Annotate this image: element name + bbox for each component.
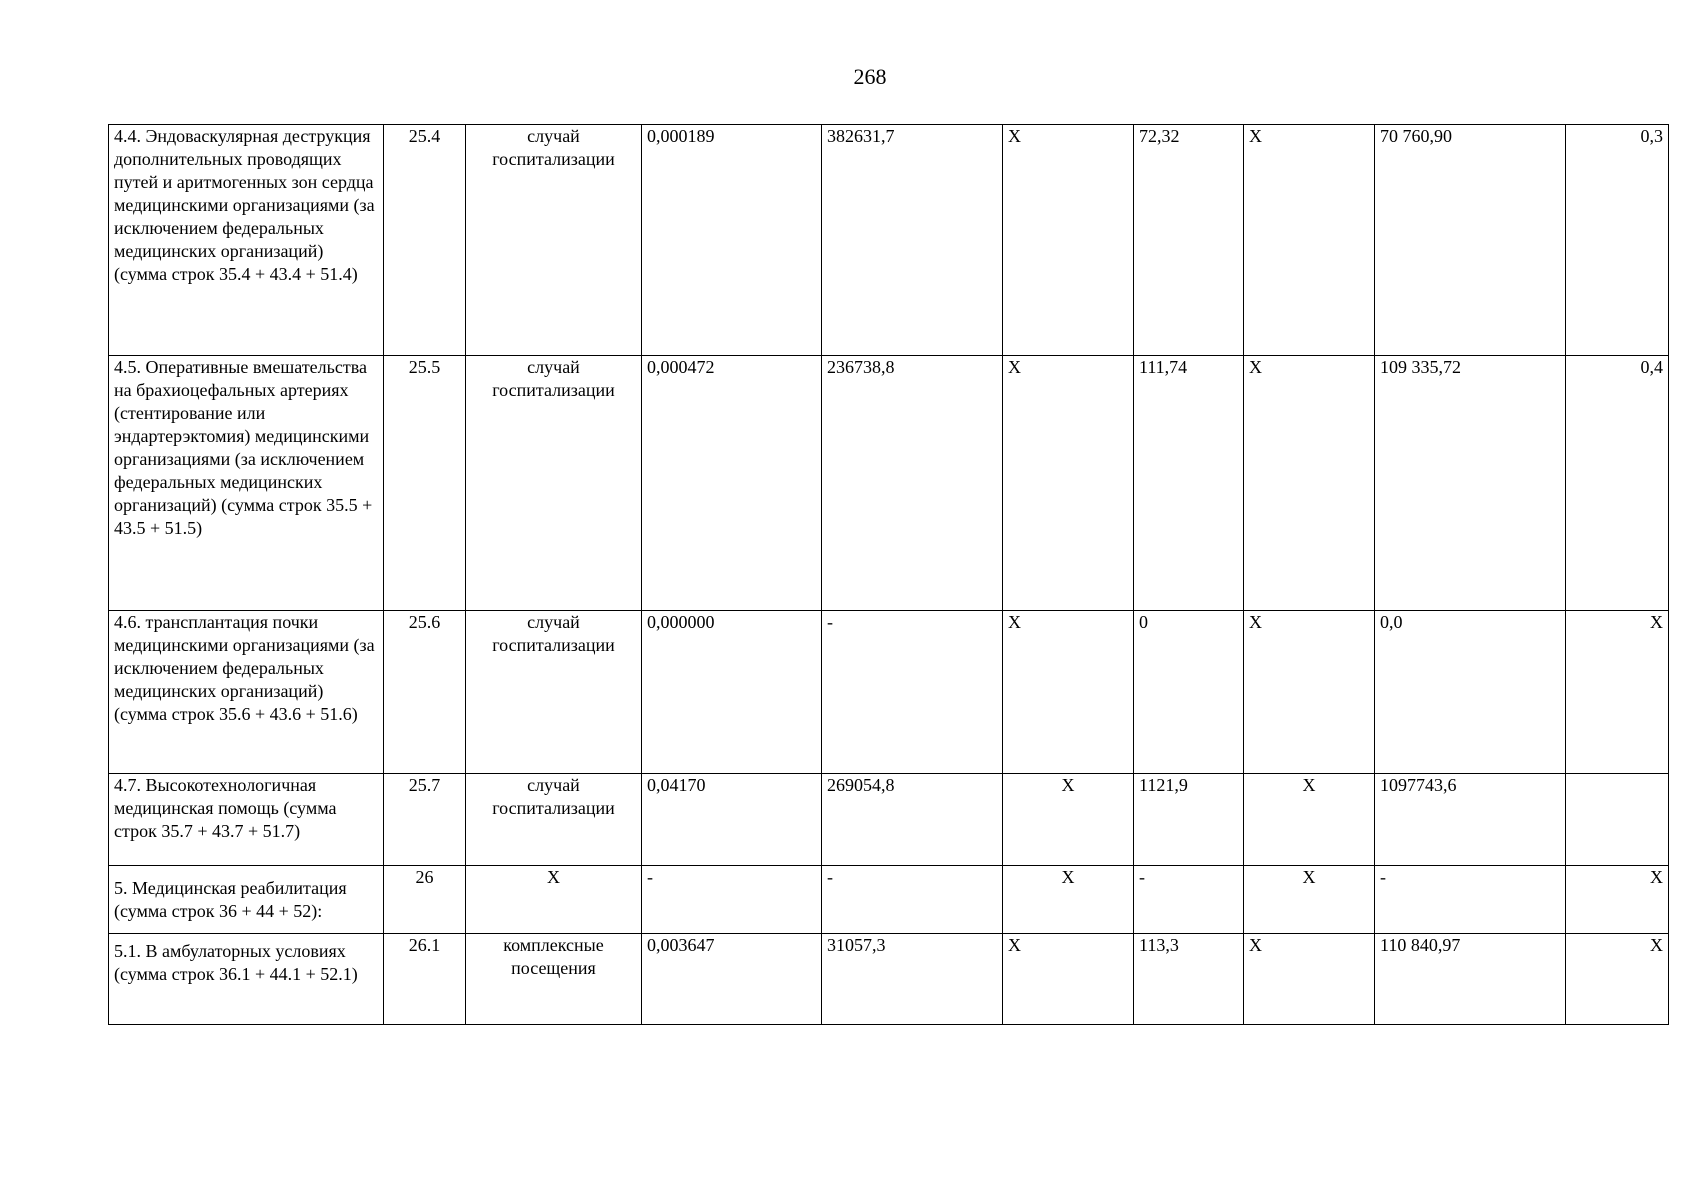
row-value-5: X	[1244, 934, 1375, 1025]
row-value-2: 236738,8	[822, 356, 1003, 611]
table-row	[109, 125, 1669, 356]
row-value-4: 1121,9	[1134, 774, 1244, 866]
row-value-2: -	[822, 611, 1003, 774]
row-value-1: 0,000000	[642, 611, 822, 774]
row-name: 5.1. В амбулаторных условиях (сумма строк 36.1 + 44.1 + 52.1)	[109, 934, 384, 1025]
table-row	[109, 356, 1669, 611]
tariff-table	[108, 124, 1669, 1025]
row-value-7: X	[1566, 934, 1669, 1025]
row-value-6: 109 335,72	[1375, 356, 1566, 611]
row-value-6: 1097743,6	[1375, 774, 1566, 866]
row-name: 4.4. Эндоваскулярная деструкция дополнительных проводящих путей и аритмогенных зон сердца медицинскими организациями (за исключением федеральных медицинских организаций) (сумма строк 35.4 + 43.4 + 51.4)	[109, 125, 384, 356]
row-value-6: 70 760,90	[1375, 125, 1566, 356]
row-value-5: X	[1244, 774, 1375, 866]
row-value-5: X	[1244, 611, 1375, 774]
row-value-2: 269054,8	[822, 774, 1003, 866]
row-value-3: X	[1003, 356, 1134, 611]
row-value-1: 0,000472	[642, 356, 822, 611]
table-row	[109, 934, 1669, 1025]
row-line-number: 25.5	[384, 356, 466, 611]
row-value-4: 72,32	[1134, 125, 1244, 356]
table-row	[109, 611, 1669, 774]
table-row	[109, 866, 1669, 934]
row-value-4: 111,74	[1134, 356, 1244, 611]
row-value-5: X	[1244, 866, 1375, 934]
row-line-number: 26	[384, 866, 466, 934]
row-value-7: X	[1566, 866, 1669, 934]
row-value-6: -	[1375, 866, 1566, 934]
row-value-7: 0,3	[1566, 125, 1669, 356]
row-value-6: 0,0	[1375, 611, 1566, 774]
row-unit: X	[466, 866, 642, 934]
row-value-2: 31057,3	[822, 934, 1003, 1025]
row-value-4: 113,3	[1134, 934, 1244, 1025]
row-value-3: X	[1003, 934, 1134, 1025]
row-value-6: 110 840,97	[1375, 934, 1566, 1025]
row-value-3: X	[1003, 866, 1134, 934]
row-value-2: 382631,7	[822, 125, 1003, 356]
row-value-1: 0,003647	[642, 934, 822, 1025]
row-name: 4.5. Оперативные вмешательства на брахиоцефальных артериях (стентирование или эндартерэктомия) медицинскими организациями (за исключением федеральных медицинских организаций) (сумма строк 35.5 + 43.5 + 51.5)	[109, 356, 384, 611]
row-value-7: X	[1566, 611, 1669, 774]
row-unit: случай госпитализации	[466, 356, 642, 611]
table-row	[109, 774, 1669, 866]
row-value-1: 0,000189	[642, 125, 822, 356]
row-name: 4.6. трансплантация почки медицинскими организациями (за исключением федеральных медицинских организаций) (сумма строк 35.6 + 43.6 + 51.6)	[109, 611, 384, 774]
row-line-number: 25.6	[384, 611, 466, 774]
row-value-5: X	[1244, 356, 1375, 611]
row-value-3: X	[1003, 611, 1134, 774]
row-value-3: X	[1003, 125, 1134, 356]
row-unit: случай госпитализации	[466, 774, 642, 866]
row-name: 5. Медицинская реабилитация (сумма строк 36 + 44 + 52):	[109, 866, 384, 934]
row-value-2: -	[822, 866, 1003, 934]
row-name: 4.7. Высокотехнологичная медицинская помощь (сумма строк 35.7 + 43.7 + 51.7)	[109, 774, 384, 866]
row-unit: случай госпитализации	[466, 125, 642, 356]
row-unit: случай госпитализации	[466, 611, 642, 774]
row-value-4: -	[1134, 866, 1244, 934]
row-unit: комплексные посещения	[466, 934, 642, 1025]
row-value-1: -	[642, 866, 822, 934]
row-value-4: 0	[1134, 611, 1244, 774]
row-line-number: 25.7	[384, 774, 466, 866]
row-value-3: X	[1003, 774, 1134, 866]
row-line-number: 25.4	[384, 125, 466, 356]
row-value-7	[1566, 774, 1669, 866]
row-value-1: 0,04170	[642, 774, 822, 866]
row-value-5: X	[1244, 125, 1375, 356]
row-value-7: 0,4	[1566, 356, 1669, 611]
page-number: 268	[853, 64, 887, 89]
row-line-number: 26.1	[384, 934, 466, 1025]
